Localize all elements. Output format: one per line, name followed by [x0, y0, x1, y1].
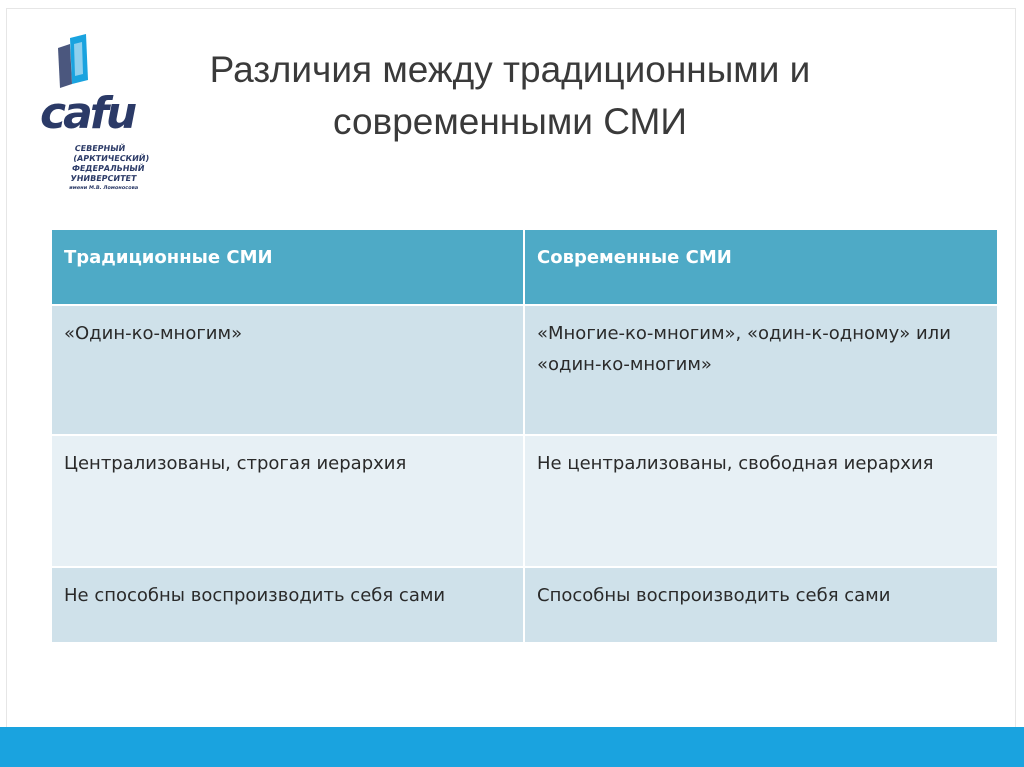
- logo-caption-small: имени М.В. Ломоносова: [68, 185, 139, 191]
- table-row: [51, 567, 998, 643]
- table-cell: Не централизованы, свободная иерархия: [524, 435, 998, 567]
- logo-wordmark-glyphs: [40, 84, 140, 136]
- svg-text:cafu: cafu: [40, 88, 135, 136]
- university-logo: [36, 34, 150, 191]
- table-header-row: [51, 229, 998, 305]
- table-cell: «Один-ко-многим»: [51, 305, 524, 435]
- logo-caption: [69, 144, 154, 192]
- column-header-modern: Современные СМИ: [524, 229, 998, 305]
- logo-caption-line: СЕВЕРНЫЙ: [74, 144, 126, 153]
- column-header-traditional: Традиционные СМИ: [51, 229, 524, 305]
- table-cell: Централизованы, строгая иерархия: [51, 435, 524, 567]
- slide-title: Различия между традиционными и современными СМИ: [209, 49, 811, 142]
- table-row: [51, 305, 998, 435]
- logo-caption-line: (АРКТИЧЕСКИЙ): [72, 154, 150, 163]
- logo-wordmark: [40, 84, 140, 136]
- table-cell: Способны воспроизводить себя сами: [524, 567, 998, 643]
- footer-bar: [0, 727, 1024, 767]
- comparison-table: [50, 228, 999, 644]
- logo-caption-line: ФЕДЕРАЛЬНЫЙ: [71, 164, 146, 173]
- logo-caption-line: УНИВЕРСИТЕТ: [69, 174, 138, 183]
- table-row: [51, 435, 998, 567]
- table-cell: «Многие-ко-многим», «один-к-одному» или «один-ко-многим»: [524, 305, 998, 435]
- table-cell: Не способны воспроизводить себя сами: [51, 567, 524, 643]
